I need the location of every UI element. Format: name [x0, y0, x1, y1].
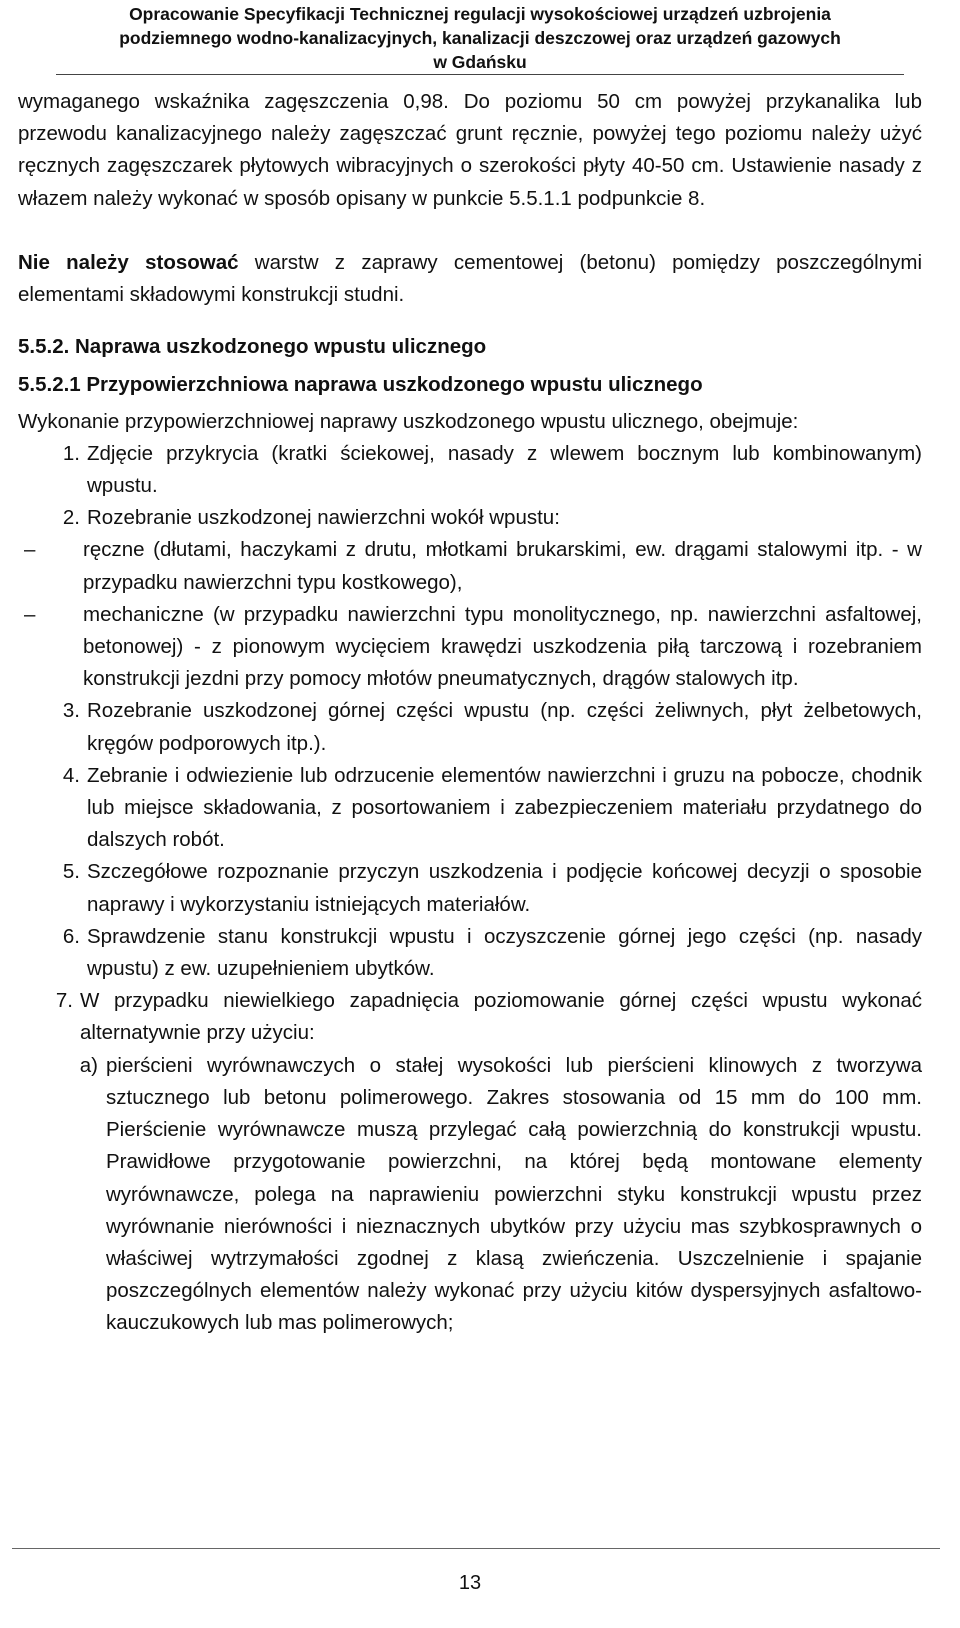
list-item-number: 6.: [62, 924, 80, 948]
alpha-sub-item: [18, 1050, 922, 1340]
dash-sub-item: [18, 599, 922, 696]
dash-bullet: –: [24, 538, 36, 562]
list-item-number: 5.: [62, 860, 80, 884]
lead-paragraph: Wykonanie przypowierzchniowej naprawy uszkodzonego wpustu ulicznego, obejmuje:: [18, 409, 799, 433]
list-item-text: Rozebranie uszkodzonej górnej części wpustu (np. części żeliwnych, płyt żelbetowych, kręgów podporowych itp.).: [87, 699, 922, 755]
list-item-text: Sprawdzenie stanu konstrukcji wpustu i oczyszczenie górnej jego części (np. nasady wpustu) z ew. uzupełnieniem ubytków.: [87, 924, 922, 981]
subsection-heading: 5.5.2.1 Przypowierzchniowa naprawa uszkodzonego wpustu ulicznego: [18, 373, 703, 397]
list-item-number: 1.: [62, 441, 80, 465]
list-item-number: 3.: [62, 699, 80, 723]
list-item-text: Rozebranie uszkodzonej nawierzchni wokół wpustu:: [87, 506, 560, 530]
list-item: [18, 856, 922, 920]
list-item-text: W przypadku niewielkiego zapadnięcia poziomowanie górnej części wpustu wykonać alternatywnie przy użyciu:: [80, 989, 922, 1045]
list-item: [18, 760, 922, 857]
alpha-sub-item-label: a): [79, 1053, 98, 1077]
page-header: [0, 0, 960, 74]
dash-sub-item: [18, 534, 922, 598]
section-heading: 5.5.2. Naprawa uszkodzonego wpustu ulicznego: [18, 335, 487, 359]
warning-paragraph: [18, 247, 922, 311]
list-item: [18, 921, 922, 985]
header-divider: [56, 74, 904, 75]
list-item: [18, 438, 922, 502]
list-item-text: Szczegółowe rozpoznanie przyczyn uszkodzenia i podjęcie końcowej decyzji o sposobie naprawy i wykorzystaniu istniejących materiałów.: [87, 860, 922, 916]
header-line-3: w Gdańsku: [433, 52, 527, 72]
footer-divider: [12, 1548, 940, 1549]
dash-sub-item-text: mechaniczne (w przypadku nawierzchni typu monolitycznego, np. nawierzchni asfaltowej, betonowej) - z pionowym wycięciem krawędzi uszkodzenia piłą tarczową i rozebraniem konstrukcji jezdni przy pomocy młotów pneumatycznych, drągów stalowych itp.: [83, 602, 922, 691]
warning-emphasis: Nie należy stosować: [18, 250, 239, 274]
header-line-2: podziemnego wodno-kanalizacyjnych, kanalizacji deszczowej oraz urządzeń gazowych: [119, 28, 841, 48]
list-item-text: Zebranie i odwiezienie lub odrzucenie elementów nawierzchni i gruzu na pobocze, chodnik lub miejsce składowania, z posortowaniem i zabezpieczeniem materiału przydatnego do dalszych robót.: [87, 763, 922, 852]
header-line-1: Opracowanie Specyfikacji Technicznej regulacji wysokościowej urządzeń uzbrojenia: [129, 4, 831, 24]
dash-bullet: –: [24, 602, 36, 626]
document-body: [18, 86, 922, 1340]
list-item-number: 2.: [62, 506, 80, 530]
warning-text: warstw z zaprawy cementowej (betonu) pomiędzy poszczególnymi elementami składowymi konstrukcji studni.: [18, 250, 922, 307]
list-item: [18, 695, 922, 759]
alpha-sub-item-text: pierścieni wyrównawczych o stałej wysokości lub pierścieni klinowych z tworzywa sztucznego lub betonu polimerowego. Zakres stosowania od 15 mm do 100 mm. Pierścienie wyrównawcze muszą przylegać całą powierzchnią do konstrukcji wpustu. Prawidłowe przygotowanie powierzchni, na której będą montowane elementy wyrównawcze, polega na naprawieniu powierzchni styku konstrukcji wpustu przez wyrównanie nierówności i nieznacznych ubytków przy użyciu mas szybkosprawnych o właściwej wytrzymałości zgodnej z klasą zwieńczenia. Uszczelnienie i spajanie poszczególnych elementów należy wykonać przy użyciu kitów dyspersyjnych asfaltowo-kauczukowych lub mas polimerowych;: [106, 1053, 922, 1335]
list-item-text: Zdjęcie przykrycia (kratki ściekowej, nasady z wlewem bocznym lub kombinowanym) wpustu.: [87, 441, 922, 498]
list-item: [18, 502, 922, 534]
list-item-number: 4.: [62, 763, 80, 787]
list-item: [18, 985, 922, 1049]
dash-sub-item-text: ręczne (dłutami, haczykami z drutu, młotkami brukarskimi, ew. drągami stalowymi itp. - w przypadku nawierzchni typu kostkowego),: [83, 538, 922, 594]
page-number: 13: [458, 1572, 482, 1594]
intro-paragraph: wymaganego wskaźnika zagęszczenia 0,98. Do poziomu 50 cm powyżej przykanalika lub przewodu kanalizacyjnego należy zagęszczać grunt ręcznie, powyżej tego poziomu należy użyć ręcznych zagęszczarek płytowych wibracyjnych o szerokości płyty 40-50 cm. Ustawienie nasady z włazem należy wykonać w sposób opisany w punkcie 5.5.1.1 podpunkcie 8.: [18, 90, 922, 210]
list-item-number: 7.: [55, 989, 73, 1013]
